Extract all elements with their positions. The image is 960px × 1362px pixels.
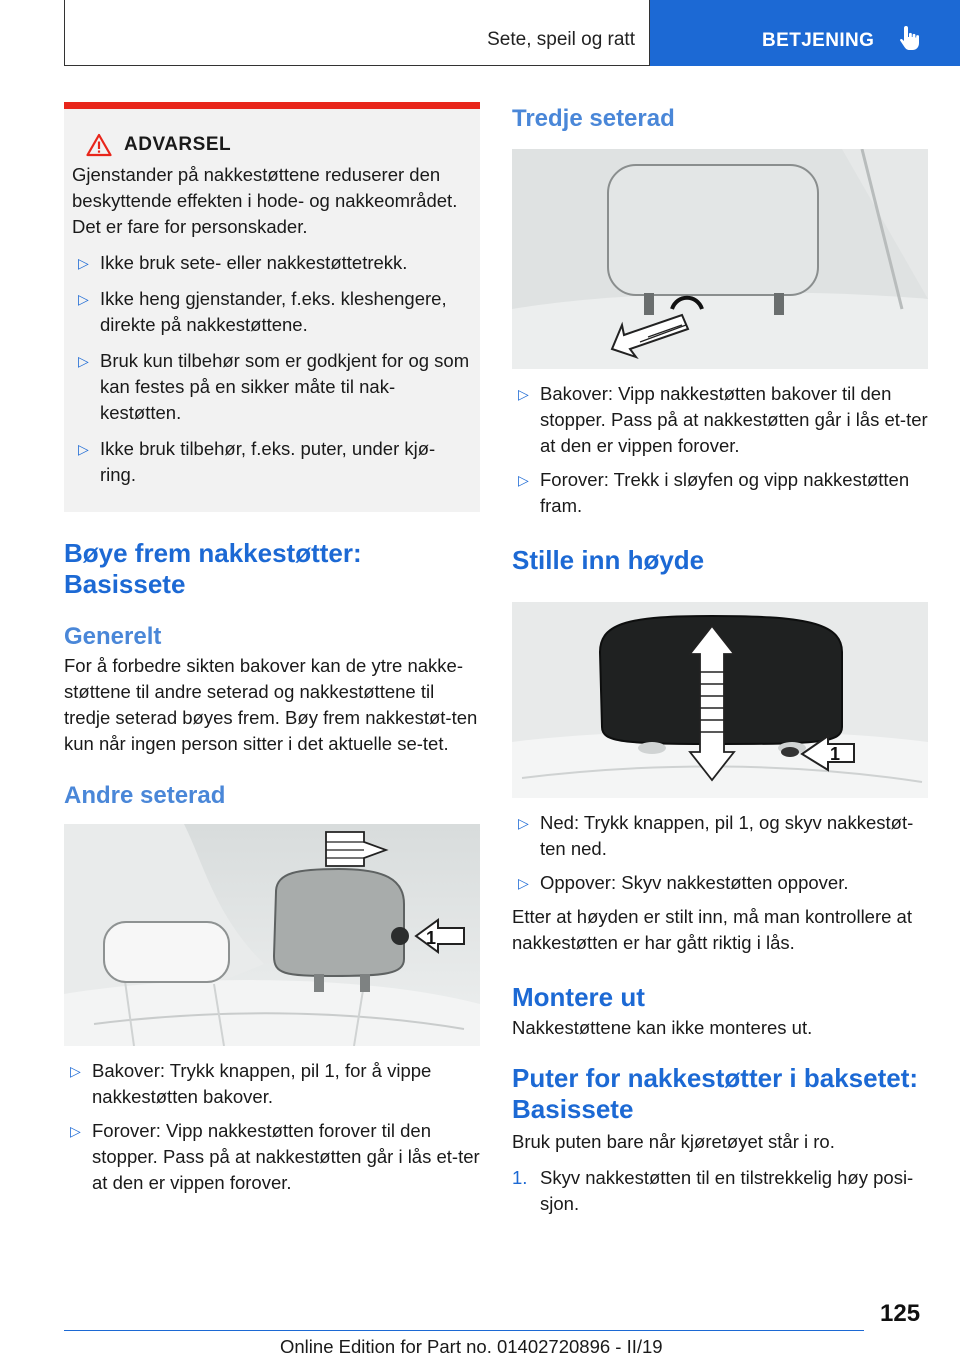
bullet-triangle-icon: ▷ [70, 1123, 81, 1139]
list-item: ▷ Oppover: Skyv nakkestøtten oppover. [512, 870, 928, 896]
figure-height-adjust-headrest [512, 602, 928, 798]
list-item: ▷ Ikke heng gjenstander, f.eks. kleshengere, direkte på nakkestøttene. [78, 288, 447, 335]
montere-text: Nakkestøttene kan ikke monteres ut. [512, 1017, 813, 1038]
hoyde-text: Etter at høyden er stilt inn, må man kontrollere at nakkestøtten er har gått riktig i lås. [512, 906, 912, 953]
bullet-triangle-icon: ▷ [518, 386, 529, 402]
bullet-triangle-icon: ▷ [78, 353, 89, 369]
tredje-seterad-list [512, 381, 928, 519]
bullet-triangle-icon: ▷ [518, 472, 529, 488]
list-item: ▷ Forover: Trekk i sløyfen og vipp nakkestøtten fram. [518, 469, 910, 516]
warning-title: ADVARSEL [124, 134, 232, 155]
figure-third-row-headrest [512, 149, 928, 369]
section-title: Sete, speil og ratt [487, 29, 635, 50]
puter-text: Bruk puten bare når kjøretøyet står i ro. [512, 1131, 835, 1152]
bullet-triangle-icon: ▷ [78, 441, 89, 457]
figure-second-row-headrest [64, 824, 480, 1046]
list-item: ▷ Forover: Vipp nakkestøtten forover til den stopper. Pass på at nakkestøtten går i lås et-ter at den er vippen forover. [70, 1120, 480, 1193]
figure-label-1: 1 [830, 744, 841, 764]
page-header [0, 0, 960, 66]
footer-rule [64, 1330, 864, 1331]
list-item: ▷ Ikke bruk tilbehør, f.eks. puter, under kjø-ring. [78, 438, 436, 485]
bullet-triangle-icon: ▷ [518, 875, 529, 891]
list-item: ▷ Ikke bruk sete- eller nakkestøttetrekk. [72, 250, 470, 276]
footer-edition: Online Edition for Part no. 01402720896 - II/19 [280, 1336, 663, 1357]
puter-steps [512, 1165, 928, 1217]
chapter-title: BETJENING [762, 30, 875, 51]
subheading-tredje-seterad: Tredje seterad [512, 105, 675, 132]
bullet-triangle-icon: ▷ [518, 815, 529, 831]
chapter-tab [650, 0, 960, 66]
step-number: 1. [512, 1167, 528, 1188]
andre-seterad-list [64, 1058, 480, 1196]
left-column [64, 102, 480, 1204]
list-item: ▷ Bakover: Vipp nakkestøtten bakover til den stopper. Pass på at nakkestøtten går i lås et-ter at den er vippen forover. [518, 383, 928, 456]
warning-triangle-icon [86, 133, 112, 157]
section-title-box [64, 0, 650, 66]
list-item: ▷ Bruk kun tilbehør som er godkjent for og som kan festes på en sikker måte til nak-kestøtten. [78, 350, 470, 423]
right-column [512, 102, 928, 1217]
heading-stille-inn-hoyde: Stille inn høyde [512, 545, 705, 575]
warning-box [64, 102, 480, 512]
warning-header [72, 133, 470, 157]
heading-puter: Puter for nakkestøtter i baksetet: Basissete [512, 1063, 919, 1124]
heading-boye-frem: Bøye frem nakkestøtter: Basissete [64, 538, 362, 599]
bullet-triangle-icon: ▷ [70, 1063, 81, 1079]
subheading-generelt: Generelt [64, 623, 162, 650]
generelt-text: For å forbedre sikten bakover kan de ytre nakke-støttene til andre seterad og nakkestøttene til tredje seterad bøyes frem. Bøy frem nakkestøt-ten kun når ingen person sitter i det aktuelle se-tet. [64, 655, 478, 754]
warning-text: Gjenstander på nakkestøttene reduserer den beskyttende effekten i hode- og nakkeområdet. Det er fare for personskader. [72, 164, 458, 237]
page-number: 125 [880, 1300, 921, 1327]
subheading-andre-seterad: Andre seterad [64, 782, 226, 809]
list-item: ▷ Bakover: Trykk knappen, pil 1, for å vippe nakkestøtten bakover. [70, 1060, 432, 1107]
figure-label-1: 1 [426, 928, 437, 948]
heading-montere-ut: Montere ut [512, 982, 645, 1012]
hand-pointer-icon [894, 22, 926, 54]
list-item: 1. Skyv nakkestøtten til en tilstrekkelig høy posi-sjon. [512, 1167, 914, 1214]
hoyde-list [512, 810, 928, 896]
bullet-triangle-icon: ▷ [78, 291, 89, 307]
bullet-triangle-icon: ▷ [78, 255, 89, 271]
warning-list [72, 250, 470, 488]
list-item: ▷ Ned: Trykk knappen, pil 1, og skyv nakkestøt-ten ned. [518, 812, 914, 859]
